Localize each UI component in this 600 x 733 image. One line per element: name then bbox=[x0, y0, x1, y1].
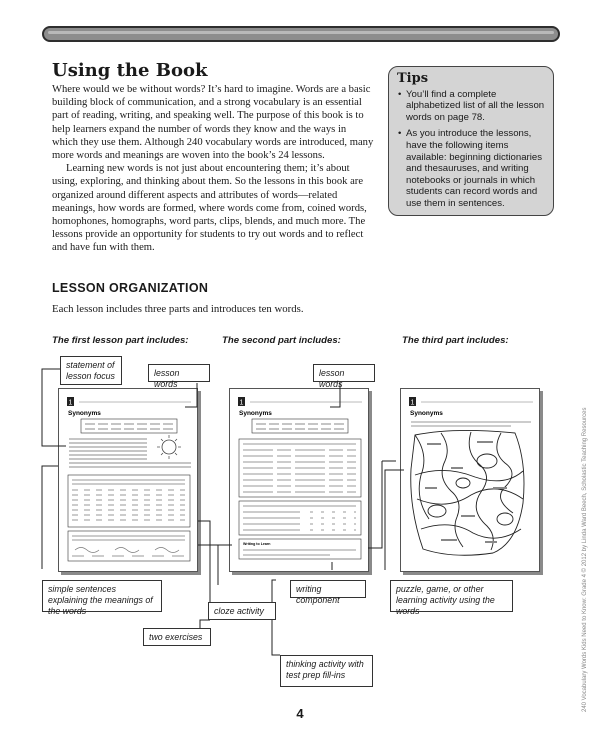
part-three-heading: The third part includes: bbox=[402, 335, 509, 346]
callout-lesson-focus: statement of lesson focus bbox=[60, 356, 122, 385]
part-one-heading: The first lesson part includes: bbox=[52, 335, 189, 346]
callout-lesson-words-1: lesson words bbox=[148, 364, 210, 382]
lesson-title: Synonyms bbox=[68, 410, 101, 417]
callout-writing-component: writing component bbox=[290, 580, 366, 598]
section-intro: Each lesson includes three parts and introduces ten words. bbox=[52, 303, 304, 315]
paragraph-1: Where would we be without words? It’s hard to imagine. Words are a basic building block of communication, and a strong vocabulary is an essential part of reading, writing, and speaking well. The purpose of this book is to help learners expand the number of words they know and the ways in which they use them. Although 240 vocabulary words are introduced, many more words and meanings are woven into the book’s 24 lessons. bbox=[52, 84, 374, 162]
writing-heading: Writing to Learn bbox=[243, 542, 271, 546]
callout-two-exercises: two exercises bbox=[143, 628, 211, 646]
part-two-heading: The second part includes: bbox=[222, 335, 341, 346]
lesson-title: Synonyms bbox=[239, 410, 272, 417]
callout-puzzle: puzzle, game, or other learning activity using the words bbox=[390, 580, 513, 612]
callout-thinking-activity: thinking activity with test prep fill-ins bbox=[280, 655, 373, 687]
tip-item: • You’ll find a complete alphabetized list of all the lesson words on page 78. bbox=[406, 89, 545, 124]
lesson-number: 1 bbox=[239, 399, 244, 407]
section-heading: LESSON ORGANIZATION bbox=[52, 281, 209, 295]
copyright-credit: 240 Vocabulary Words Kids Need to Know: Grade 4 © 2012 by Linda Ward Beech, Scholastic Teaching Resources bbox=[582, 407, 588, 712]
callout-cloze-activity: cloze activity bbox=[208, 602, 276, 620]
lesson-number: 1 bbox=[410, 399, 415, 407]
paragraph-2: Learning new words is not just about encountering them; it’s about using, exploring, and thinking about them. So the lessons in this book are organized around different aspects and attributes of words—related meanings, how words are formed, where words come from, coined words, homophones, homographs, word parts, clips, blends, and much more. The lessons provide an opportunity for students to try out words and to reflect and have fun with them. bbox=[52, 163, 367, 254]
lesson-title: Synonyms bbox=[410, 410, 443, 417]
lesson-number: 1 bbox=[68, 399, 73, 407]
tip-item: • As you introduce the lessons, have the following items available: beginning dictionaries and thesauruses, and writing notebooks or journals in which students can record words and use them in sentences. bbox=[406, 128, 545, 209]
page-number: 4 bbox=[296, 706, 304, 721]
callout-lesson-words-2: lesson words bbox=[313, 364, 375, 382]
tips-title: Tips bbox=[397, 71, 429, 86]
callout-sentences: simple sentences explaining the meanings of the words bbox=[42, 580, 162, 612]
page-title: Using the Book bbox=[52, 60, 208, 81]
